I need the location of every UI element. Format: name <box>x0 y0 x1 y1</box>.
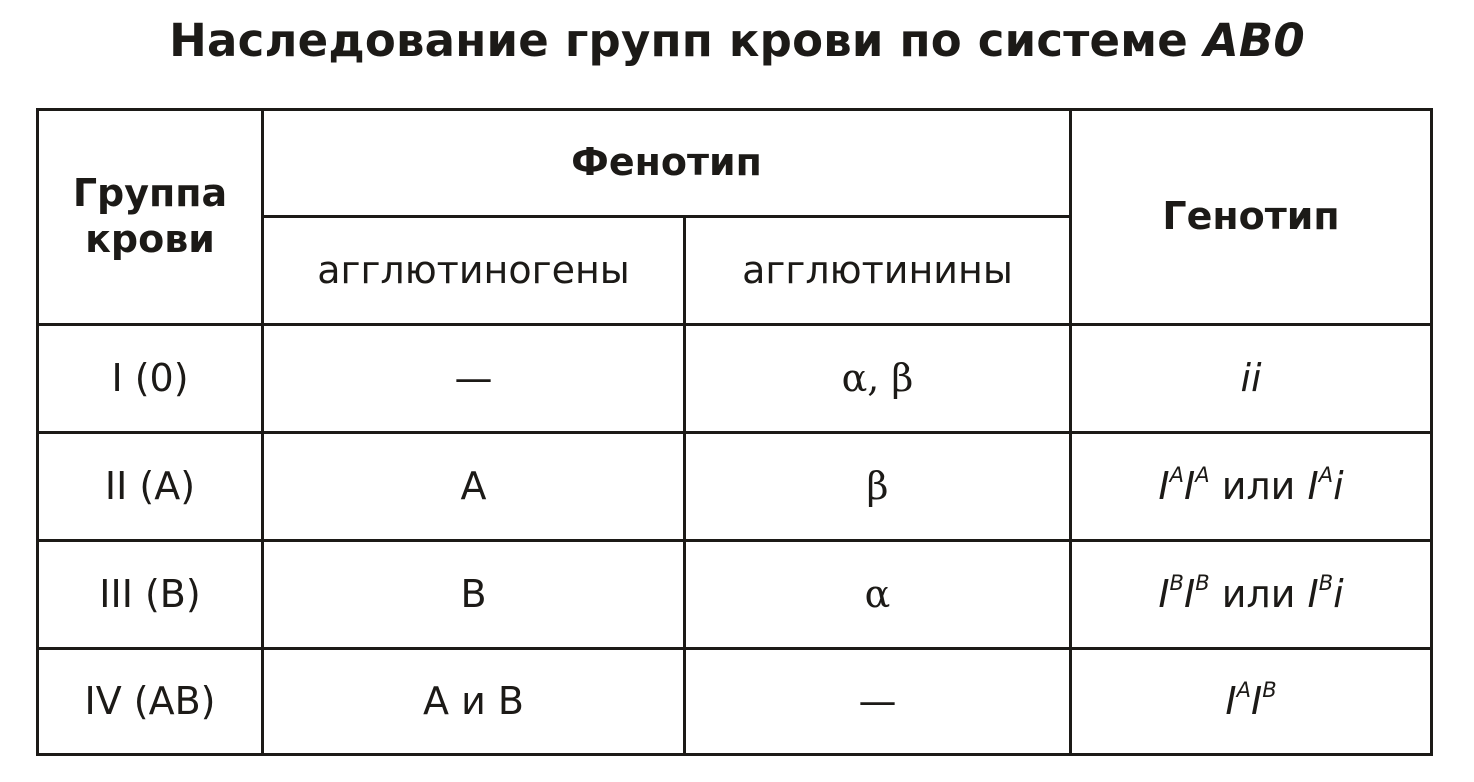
cell-blood-group: III (B) <box>38 541 263 649</box>
allele: I <box>1307 463 1319 508</box>
allele-superscript: A <box>1236 677 1251 702</box>
allele: ii <box>1240 355 1262 400</box>
allele: i <box>1333 463 1344 508</box>
allele: I <box>1158 463 1170 508</box>
cell-agglutinogens: B <box>263 541 685 649</box>
allele-superscript: A <box>1195 462 1210 487</box>
allele: I <box>1158 571 1170 616</box>
header-agglutinins: агглютинины <box>685 217 1071 325</box>
allele-superscript: B <box>1262 677 1277 702</box>
cell-blood-group: I (0) <box>38 325 263 433</box>
allele: I <box>1183 571 1196 616</box>
cell-agglutinogens: A <box>263 433 685 541</box>
cell-blood-group: II (A) <box>38 433 263 541</box>
allele: I <box>1250 678 1263 723</box>
allele: I <box>1225 678 1237 723</box>
genotype-or: или <box>1221 463 1296 508</box>
allele-superscript: B <box>1318 570 1334 595</box>
title-system-name: AB0 <box>1203 14 1305 67</box>
header-genotype: Генотип <box>1071 110 1432 325</box>
allele: i <box>1333 571 1344 616</box>
allele-superscript: B <box>1169 570 1184 595</box>
table-row <box>38 649 1432 755</box>
cell-genotype <box>1071 433 1432 541</box>
genotype-or: или <box>1221 571 1296 616</box>
cell-genotype <box>1071 541 1432 649</box>
allele: I <box>1184 463 1196 508</box>
table-row <box>38 325 1432 433</box>
cell-agglutinogens: A и B <box>263 649 685 755</box>
cell-agglutinins: β <box>685 433 1071 541</box>
page-title <box>0 14 1474 67</box>
allele: I <box>1307 571 1319 616</box>
allele-superscript: B <box>1195 570 1210 595</box>
header-blood-group: Группа крови <box>38 110 263 325</box>
cell-agglutinins: — <box>685 649 1071 755</box>
title-text: Наследование групп крови по системе <box>169 14 1204 67</box>
cell-agglutinogens: — <box>263 325 685 433</box>
allele-superscript: A <box>1169 462 1184 487</box>
table-row <box>38 433 1432 541</box>
cell-blood-group: IV (AB) <box>38 649 263 755</box>
header-phenotype: Фенотип <box>263 110 1071 217</box>
header-agglutinogens: агглютиногены <box>263 217 685 325</box>
blood-group-table <box>36 108 1433 756</box>
allele-superscript: A <box>1318 462 1334 487</box>
table-row <box>38 541 1432 649</box>
cell-genotype <box>1071 649 1432 755</box>
cell-agglutinins: α, β <box>685 325 1071 433</box>
cell-agglutinins: α <box>685 541 1071 649</box>
cell-genotype <box>1071 325 1432 433</box>
